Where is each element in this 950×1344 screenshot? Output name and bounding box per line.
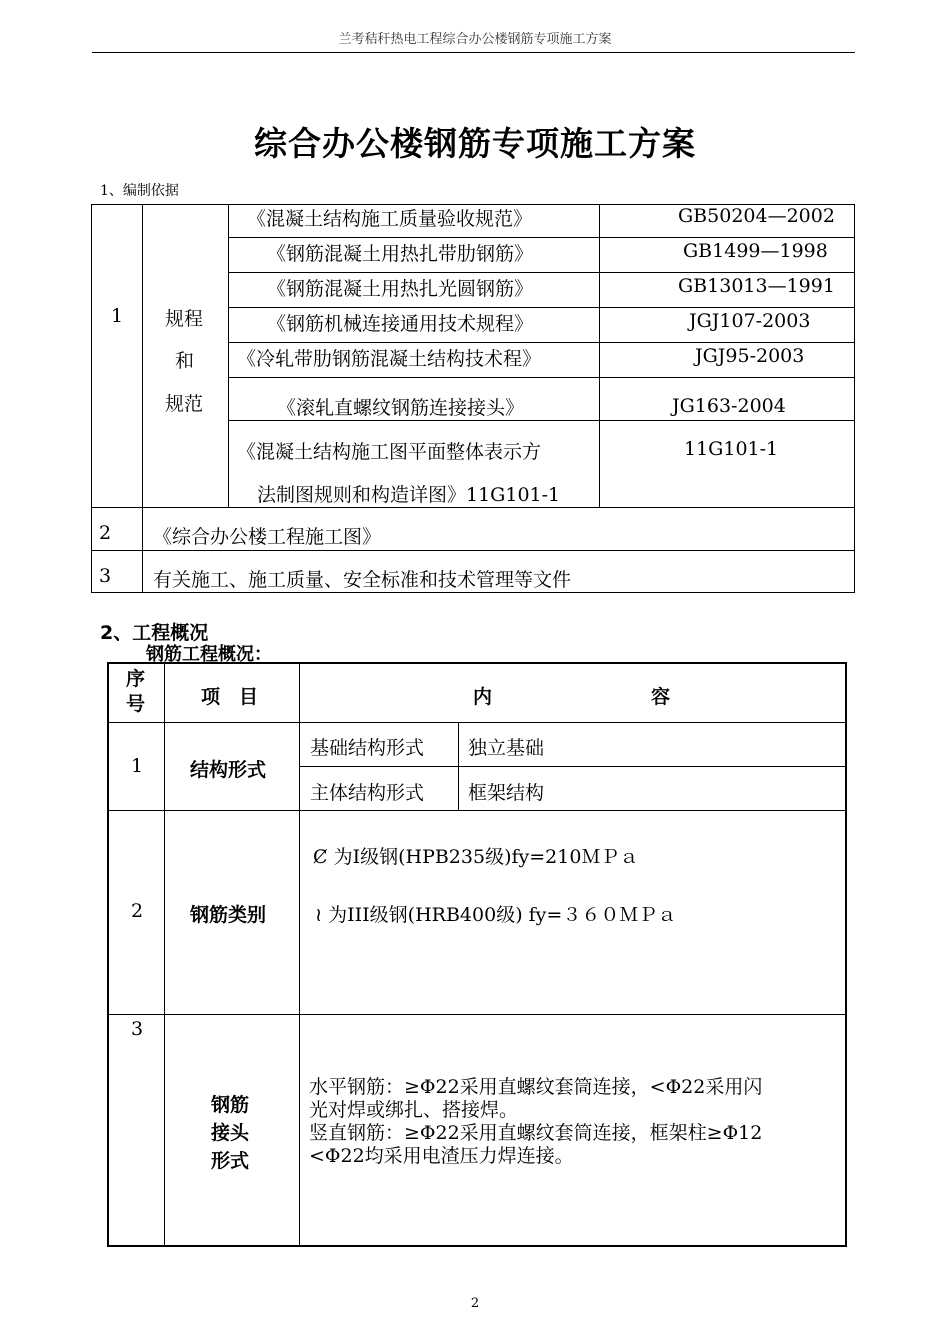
standard-code: GB1499—1998 — [683, 240, 828, 262]
joint-text-3: 竖直钢筋：≥Φ22采用直螺纹套筒连接，框架柱≥Φ12 — [309, 1122, 763, 1144]
row1-sub-key: 主体结构形式 — [310, 782, 425, 804]
standard-name: 《钢筋机械连接通用技术规程》 — [267, 313, 534, 335]
running-header: 兰考秸秆热电工程综合办公楼钢筋专项施工方案 — [338, 32, 612, 47]
standard-name: 《冷轧带肋钢筋混凝土结构技术程》 — [237, 348, 542, 370]
rebar-grade-1: Ȼ 为Ⅰ级钢(HPB235级)fy=210ＭＰａ — [313, 846, 639, 868]
standard-name: 《钢筋混凝土用热扎光圆钢筋》 — [267, 278, 534, 300]
row1-item: 结构形式 — [190, 759, 267, 781]
header-content-a: 内 — [473, 686, 493, 708]
joint-text-2: 光对焊或绑扎、搭接焊。 — [309, 1099, 519, 1121]
row3-no: 3 — [131, 1018, 144, 1040]
standard-code: JGJ95-2003 — [695, 345, 805, 367]
standard-name: 《钢筋混凝土用热扎带肋钢筋》 — [267, 243, 534, 265]
row3-no: 3 — [99, 565, 112, 587]
row3-text: 有关施工、施工质量、安全标准和技术管理等文件 — [153, 569, 572, 591]
row3-item-3: 形式 — [211, 1150, 250, 1172]
standard-code: 11G101-1 — [684, 438, 779, 460]
row2-no: 2 — [99, 522, 112, 544]
joint-text-1: 水平钢筋：≥Φ22采用直螺纹套筒连接，<Φ22采用闪 — [309, 1076, 763, 1098]
standard-code: GB50204—2002 — [678, 205, 835, 227]
row1-sub-value: 框架结构 — [468, 782, 545, 804]
row3-item-1: 钢筋 — [211, 1094, 250, 1116]
section2-heading: 2、工程概况 — [100, 622, 209, 644]
row1-no: 1 — [131, 755, 144, 777]
header-no: 序号 — [126, 668, 146, 715]
standard-name-line1: 《混凝土结构施工图平面整体表示方 — [237, 441, 542, 463]
joint-text-4: <Φ22均采用电渣压力焊连接。 — [309, 1145, 574, 1167]
rebar-overview-table — [107, 662, 848, 1248]
group1-label-1: 规程 — [165, 308, 204, 330]
standard-code: JGJ107-2003 — [689, 310, 811, 332]
standard-name: 《混凝土结构施工质量验收规范》 — [247, 208, 533, 230]
header-rule — [92, 52, 855, 53]
group1-label-2: 和 — [175, 350, 195, 372]
standard-code: JG163-2004 — [672, 395, 786, 417]
standard-code: GB13013—1991 — [678, 275, 835, 297]
section1-heading: 1、编制依据 — [100, 183, 179, 199]
basis-table — [91, 204, 855, 593]
row1-sub-key: 基础结构形式 — [310, 737, 425, 759]
rebar-grade-2: ≀ 为III级钢(HRB400级) fy=３６０ＭＰａ — [315, 904, 677, 926]
row3-item-2: 接头 — [211, 1122, 250, 1144]
row2-text: 《综合办公楼工程施工图》 — [153, 526, 382, 548]
group1-no: 1 — [111, 305, 124, 327]
standard-name-line2: 法制图规则和构造详图》11G101-1 — [257, 484, 561, 506]
header-content-b: 容 — [651, 686, 671, 708]
standard-name: 《滚轧直螺纹钢筋连接接头》 — [277, 397, 525, 419]
row2-no: 2 — [131, 900, 144, 922]
row2-item: 钢筋类别 — [190, 904, 267, 926]
group1-label-3: 规范 — [165, 393, 204, 415]
document-title: 综合办公楼钢筋专项施工方案 — [254, 124, 696, 163]
section2-subheading: 钢筋工程概况： — [146, 644, 272, 665]
header-item: 项 目 — [201, 686, 259, 708]
row1-sub-value: 独立基础 — [468, 737, 545, 759]
page-number: 2 — [470, 1296, 480, 1311]
